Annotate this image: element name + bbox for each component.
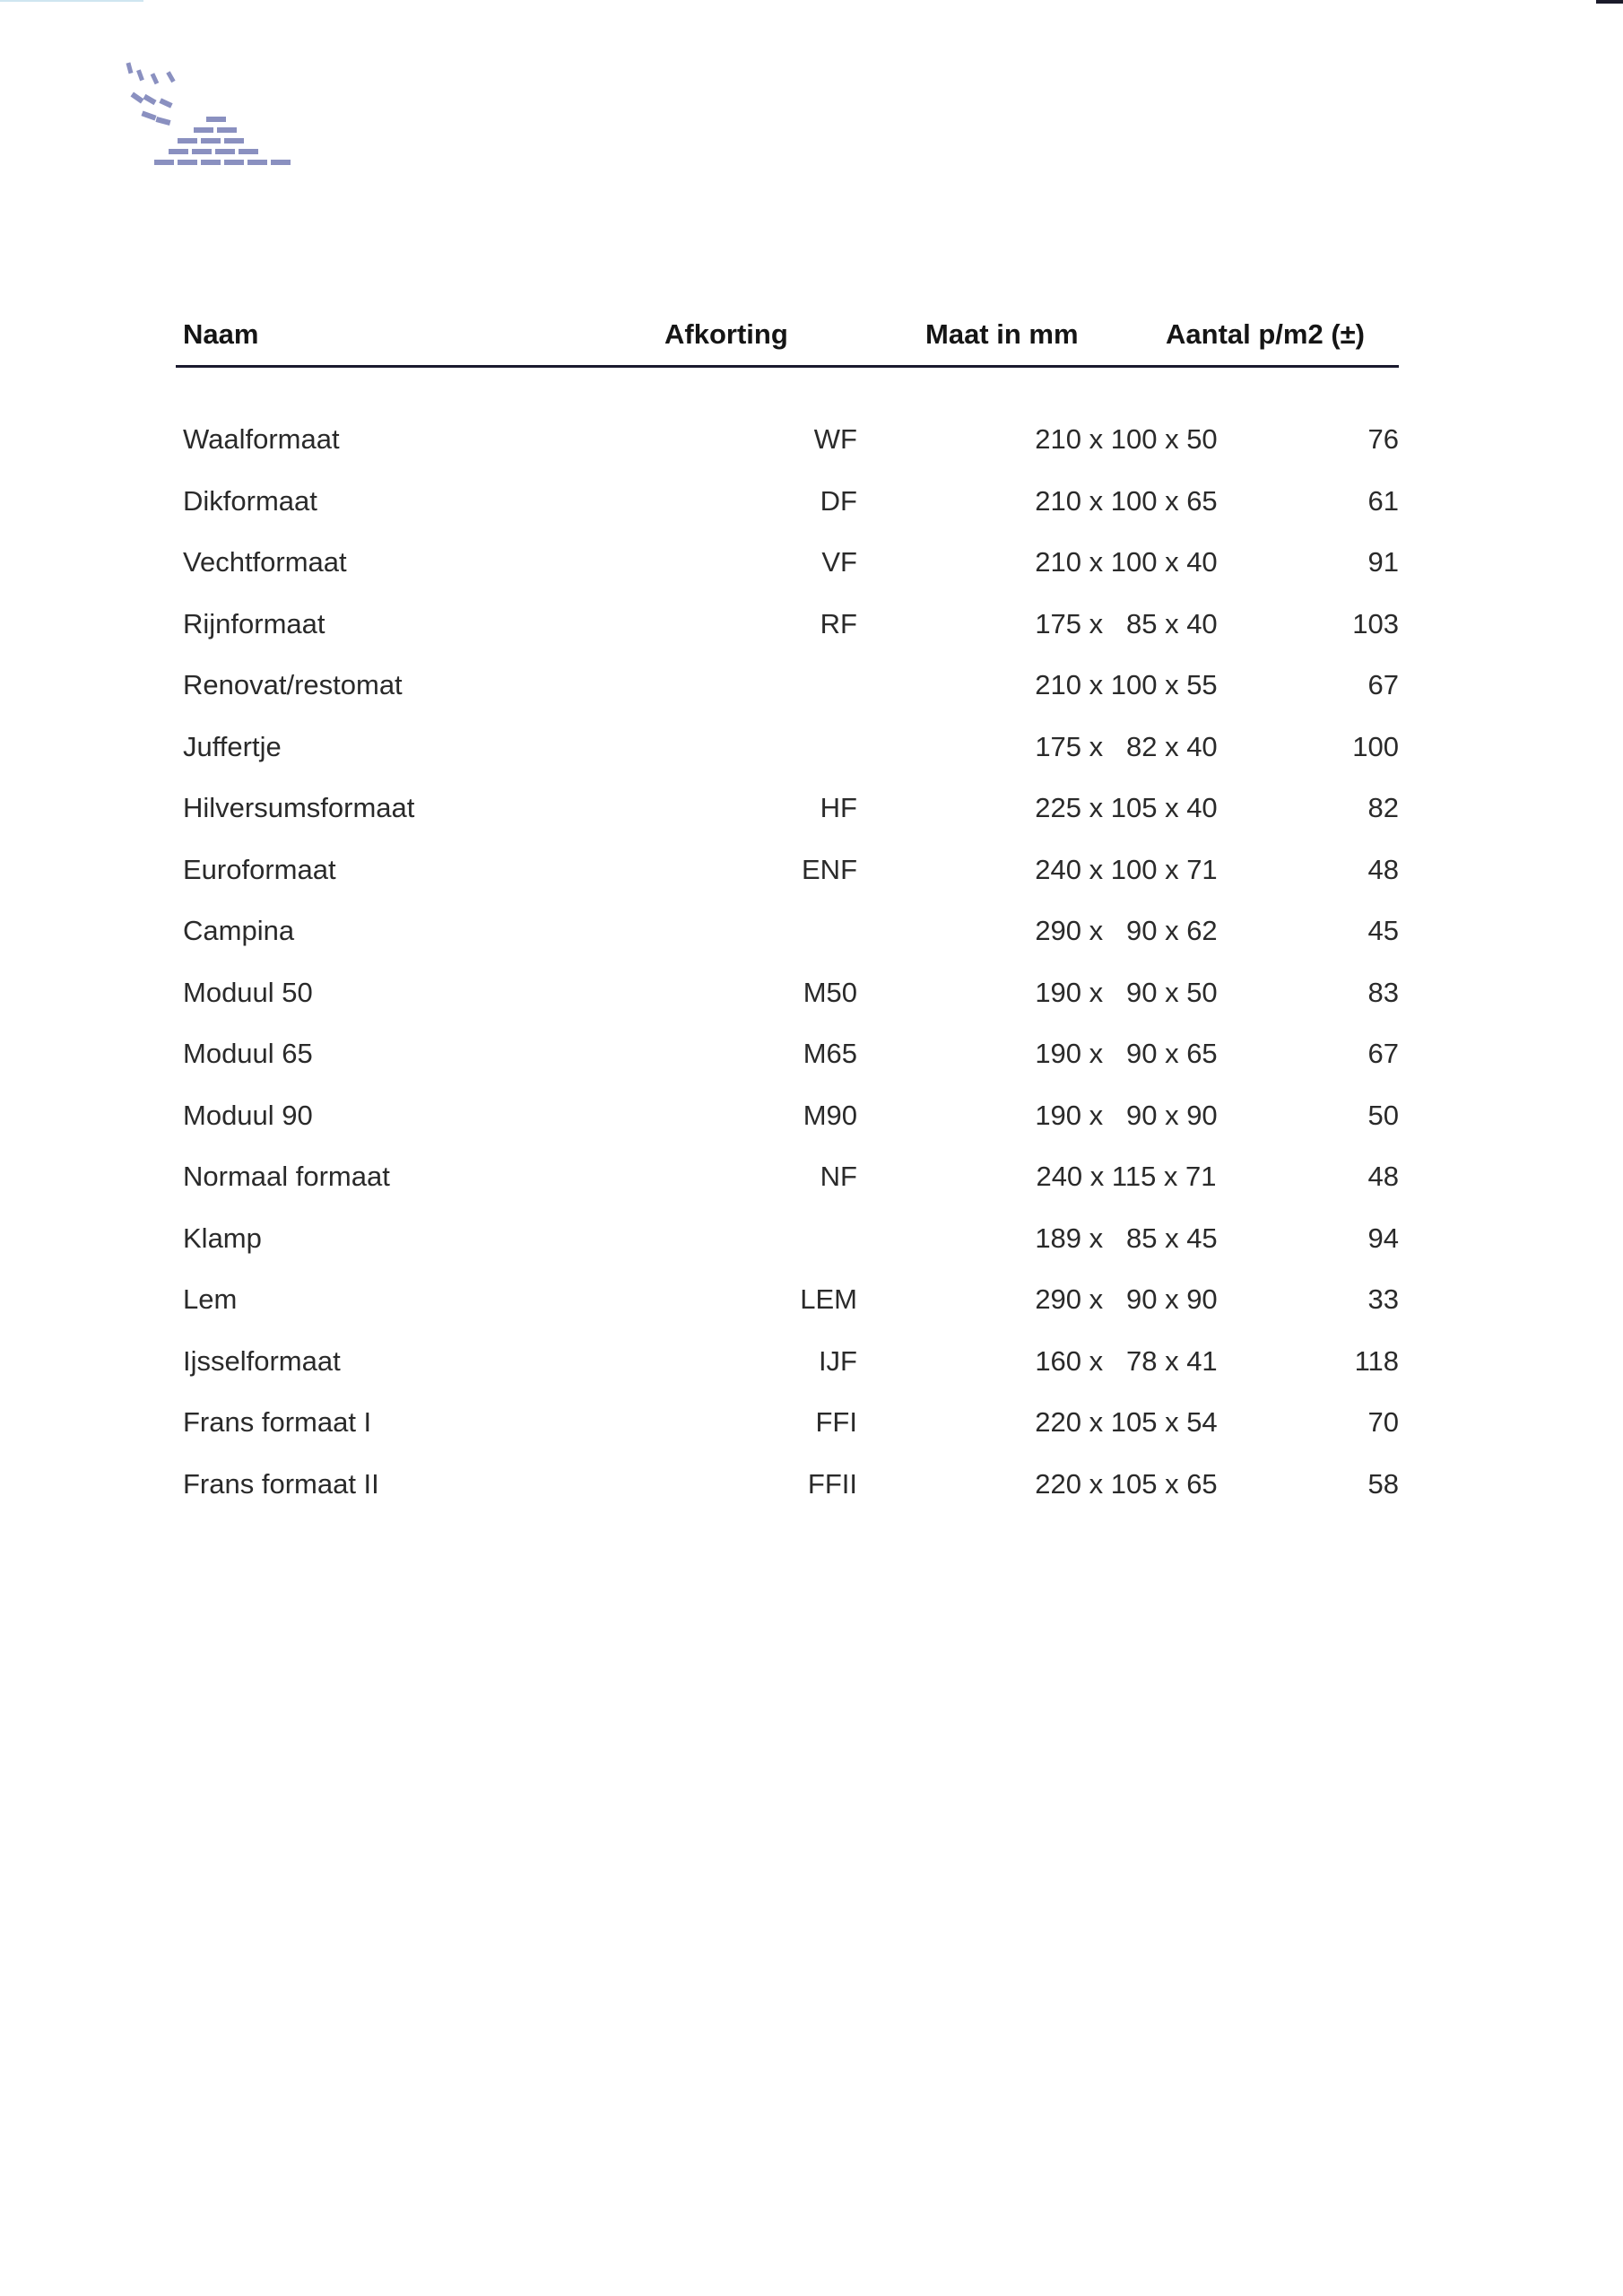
cell-naam: Frans formaat I [183,1406,372,1438]
cell-aantal: 118 [1354,1344,1399,1377]
cell-maat: 220 x 105 x 54 [1035,1406,1218,1438]
cell-naam: Normaal formaat [183,1161,390,1192]
cell-naam: Moduul 90 [183,1099,313,1131]
cell-maat: 175 x 85 x 40 [1035,607,1218,639]
brick-format-table [176,309,1399,1520]
cell-naam: Juffertje [183,730,282,762]
cell-afkorting: IJF [818,1344,857,1377]
cell-naam: Vechtformaat [183,546,347,578]
table-row [176,722,1399,784]
table-row [176,906,1399,968]
cell-afkorting: M50 [803,976,857,1008]
table-row [176,660,1399,722]
table-row [176,1397,1399,1459]
table-row [176,599,1399,661]
header-aantal: Aantal p/m2 (±) [1166,318,1365,350]
table-row [176,968,1399,1030]
cell-aantal: 76 [1367,423,1399,455]
table-row [176,1152,1399,1213]
cell-afkorting: M65 [803,1038,857,1069]
cell-aantal: 103 [1352,607,1399,639]
cell-maat: 210 x 100 x 55 [1035,669,1218,700]
cell-naam: Frans formaat II [183,1467,379,1500]
cell-maat: 240 x 115 x 71 [1036,1161,1217,1192]
cell-aantal: 48 [1367,1161,1399,1192]
cell-afkorting: HF [820,792,857,823]
table-row [176,1459,1399,1521]
table-row [176,1213,1399,1275]
cell-naam: Dikformaat [183,484,317,517]
cell-afkorting: VF [821,546,857,578]
table-row [176,414,1399,476]
header-naam: Naam [183,318,259,350]
cell-naam: Campina [183,915,295,946]
cell-maat: 290 x 90 x 90 [1035,1283,1218,1315]
cell-aantal: 33 [1367,1283,1399,1315]
header-maat: Maat in mm [925,318,1079,350]
cell-aantal: 67 [1367,1038,1399,1069]
cell-maat: 290 x 90 x 62 [1035,915,1218,946]
cell-aantal: 67 [1367,669,1399,700]
cell-aantal: 94 [1367,1222,1399,1254]
cell-afkorting: NF [820,1161,857,1192]
cell-aantal: 45 [1367,915,1399,946]
table-row [176,1091,1399,1152]
cell-maat: 190 x 90 x 65 [1035,1038,1218,1069]
header-afkorting: Afkorting [664,318,788,350]
cell-aantal: 83 [1367,976,1399,1008]
cell-aantal: 61 [1367,484,1399,517]
table-body [176,414,1399,1520]
cell-maat: 240 x 100 x 71 [1035,853,1218,885]
cell-maat: 189 x 85 x 45 [1035,1222,1218,1254]
cell-maat: 175 x 82 x 40 [1035,730,1218,762]
cell-afkorting: DF [820,484,857,517]
cell-naam: Renovat/restomat [183,669,403,700]
cell-afkorting: FFI [815,1406,857,1438]
cell-maat: 160 x 78 x 41 [1035,1344,1218,1377]
table-row [176,476,1399,538]
cell-afkorting: M90 [803,1099,857,1131]
cell-naam: Hilversumsformaat [183,792,415,823]
cell-maat: 210 x 100 x 50 [1035,423,1218,455]
cell-aantal: 82 [1367,792,1399,823]
cell-naam: Moduul 50 [183,976,313,1008]
cell-afkorting: LEM [800,1283,857,1315]
cell-aantal: 91 [1367,546,1399,578]
cell-naam: Klamp [183,1222,262,1254]
cell-afkorting: ENF [802,853,857,885]
cell-maat: 225 x 105 x 40 [1035,792,1218,823]
cell-naam: Waalformaat [183,423,340,455]
cell-naam: Rijnformaat [183,607,325,639]
table-row [176,1029,1399,1091]
cell-naam: Lem [183,1283,238,1315]
cell-aantal: 50 [1367,1099,1399,1131]
table-header [176,309,1399,368]
cell-naam: Moduul 65 [183,1038,313,1069]
cell-maat: 210 x 100 x 65 [1035,484,1218,517]
cell-afkorting: RF [820,607,857,639]
cell-maat: 190 x 90 x 50 [1035,976,1218,1008]
cell-naam: Ijsselformaat [183,1344,341,1377]
cell-maat: 220 x 105 x 65 [1035,1467,1218,1500]
table-row [176,537,1399,599]
cell-maat: 210 x 100 x 40 [1035,546,1218,578]
scan-edge-mark [1596,0,1623,4]
cell-aantal: 48 [1367,853,1399,885]
cell-aantal: 100 [1352,730,1399,762]
cell-aantal: 58 [1367,1467,1399,1500]
cell-maat: 190 x 90 x 90 [1035,1099,1218,1131]
scan-edge-line [0,0,143,2]
cell-afkorting: FFII [807,1467,857,1500]
cell-aantal: 70 [1367,1406,1399,1438]
table-row [176,783,1399,845]
table-row [176,845,1399,907]
brick-wall-logo-icon [117,54,305,179]
cell-afkorting: WF [813,423,857,455]
table-row [176,1274,1399,1336]
table-row [176,1336,1399,1398]
cell-naam: Euroformaat [183,853,336,885]
